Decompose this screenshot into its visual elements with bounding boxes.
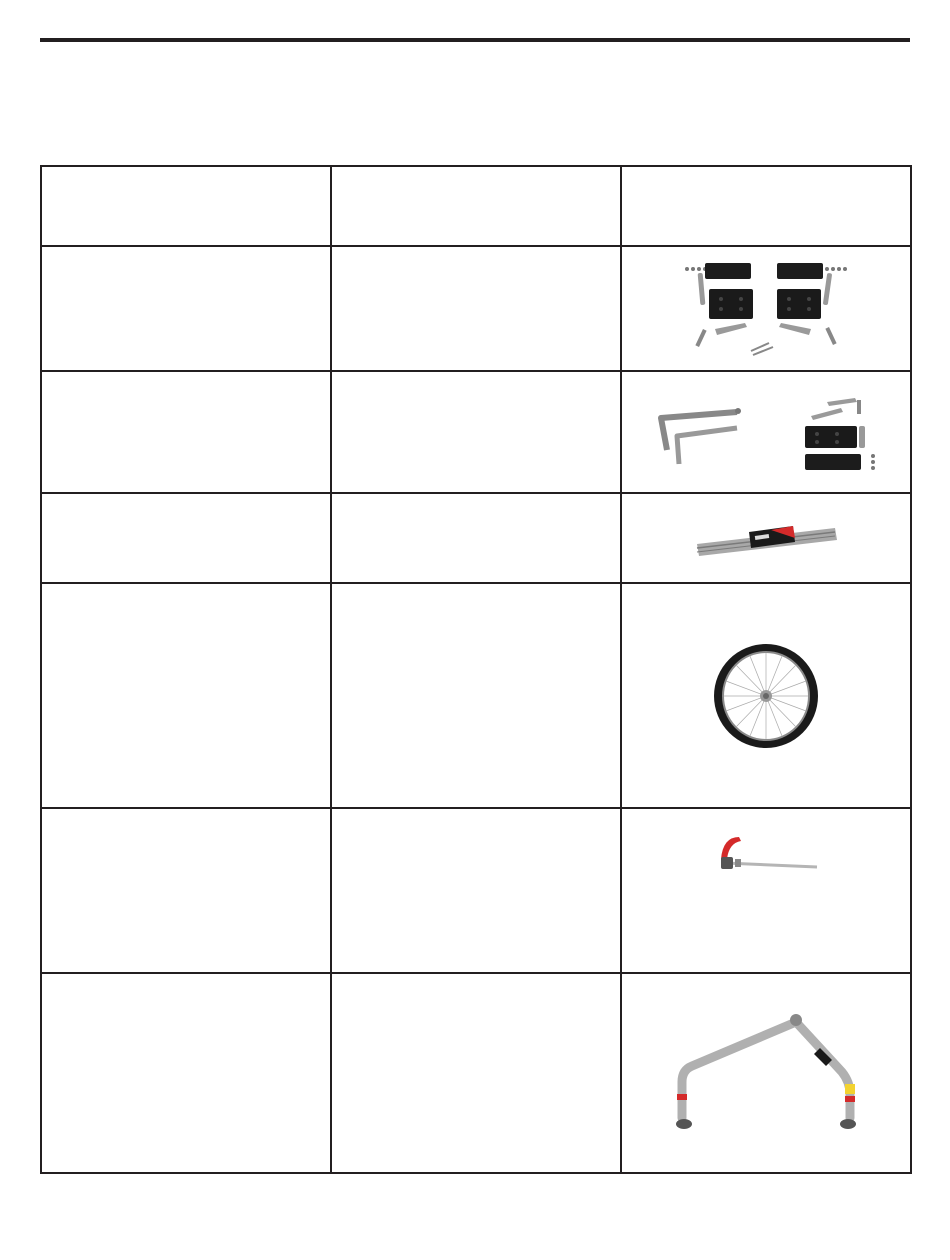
header-cell-2	[331, 166, 621, 246]
table-header-row	[41, 166, 911, 246]
part-image-cell	[621, 493, 911, 583]
part-name-cell	[41, 493, 331, 583]
hex-keys-and-bracket-icon	[641, 382, 891, 482]
part-description-cell	[331, 583, 621, 808]
part-image-cell	[621, 371, 911, 493]
part-name-cell	[41, 973, 331, 1173]
part-name-cell	[41, 246, 331, 371]
part-description-cell	[331, 246, 621, 371]
parts-table	[40, 165, 912, 1174]
table-row	[41, 371, 911, 493]
table-row	[41, 583, 911, 808]
part-name-cell	[41, 371, 331, 493]
part-name-cell	[41, 808, 331, 973]
axle-with-label-icon	[691, 508, 841, 568]
table-row	[41, 493, 911, 583]
arm-frame-icon	[666, 1008, 866, 1138]
table-row	[41, 973, 911, 1173]
part-image-cell	[621, 808, 911, 973]
part-name-cell	[41, 583, 331, 808]
wheel-icon	[706, 641, 826, 751]
part-description-cell	[331, 973, 621, 1173]
part-image-cell	[621, 973, 911, 1173]
top-rule	[40, 38, 910, 42]
header-cell-3	[621, 166, 911, 246]
part-image-cell	[621, 583, 911, 808]
part-image-cell	[621, 246, 911, 371]
quick-release-skewer-icon	[711, 829, 821, 889]
part-description-cell	[331, 493, 621, 583]
brackets-hardware-kit-icon	[681, 259, 851, 359]
header-cell-1	[41, 166, 331, 246]
part-description-cell	[331, 371, 621, 493]
table-row	[41, 808, 911, 973]
part-description-cell	[331, 808, 621, 973]
table-row	[41, 246, 911, 371]
